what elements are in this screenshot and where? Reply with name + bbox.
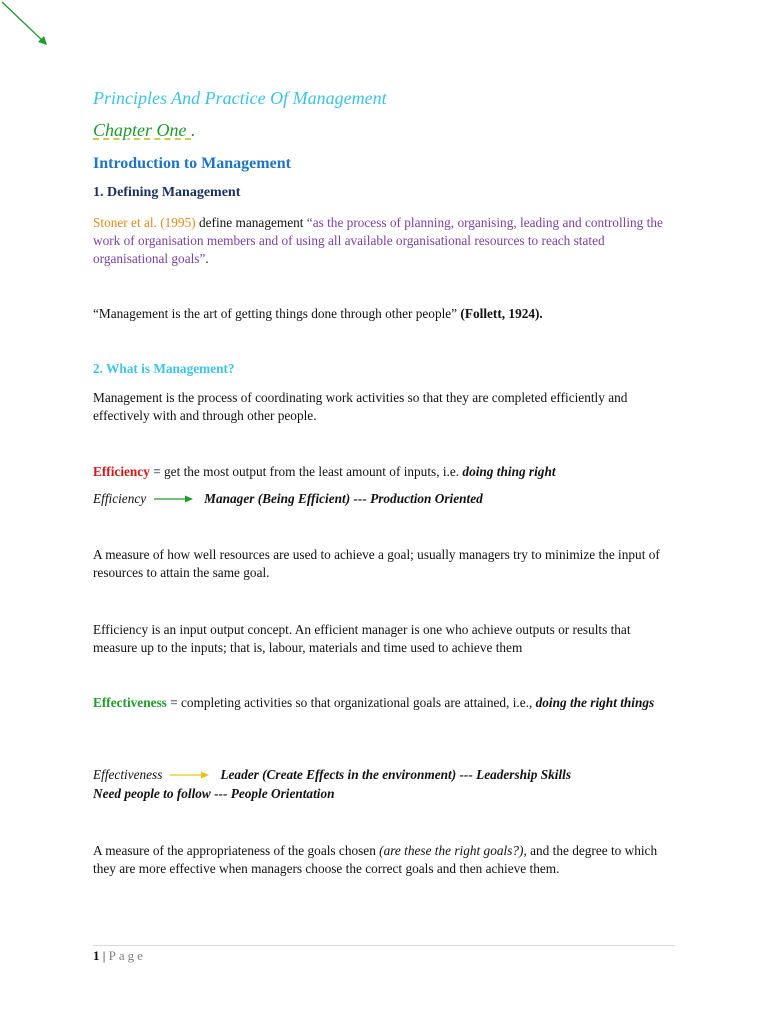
effectiveness-emphasis: doing the right things — [535, 695, 655, 710]
efficiency-arrow-line — [93, 491, 483, 507]
page-label: Page — [108, 948, 146, 963]
page-footer — [93, 948, 146, 964]
right-arrow-icon — [170, 770, 210, 780]
efficiency-arrow-result: Manager (Being Efficient) --- Production Oriented — [204, 491, 483, 506]
efficiency-definition-text: = get the most output from the least amount of inputs, i.e. — [149, 464, 463, 479]
follett-quote — [93, 305, 678, 323]
efficiency-arrow-label: Efficiency — [93, 491, 147, 506]
efficiency-measure: A measure of how well resources are used to achieve a goal; usually managers try to minimize the input of resources to attain the same goal. — [93, 547, 660, 580]
effectiveness-arrow-label: Effectiveness — [93, 767, 163, 782]
follett-quote-text: “Management is the art of getting things done through other people” — [93, 306, 461, 321]
footer-divider — [93, 945, 675, 946]
effectiveness-definition-text: = completing activities so that organizational goals are attained, i.e., — [166, 695, 536, 710]
stoner-text: define management — [195, 215, 307, 230]
efficiency-concept: Efficiency is an input output concept. An efficient manager is one who achieve outputs or results that measure up to the inputs; that is, labour, materials and time used to achieve them — [93, 622, 631, 655]
stoner-definition — [93, 214, 678, 268]
stoner-quote: “as the process of planning, organising, leading and controlling the work of organisation members and of using all available organisational resources to reach stated organisational goals” — [93, 215, 663, 266]
effectiveness-measure-end: , and the degree to which they are more effective when managers choose the correct goals and then achieve them. — [93, 843, 658, 876]
intro-heading: Introduction to Management — [93, 155, 291, 172]
effectiveness-measure-start: A measure of the appropriateness of the goals chosen — [93, 843, 380, 858]
stoner-end: . — [205, 251, 209, 266]
effectiveness-measure-italic: (are these the right goals?) — [379, 843, 524, 858]
efficiency-emphasis: doing thing right — [462, 464, 556, 479]
chapter-dot: . — [191, 120, 196, 140]
effectiveness-definition — [93, 694, 678, 712]
chapter-title: Chapter One — [93, 120, 191, 140]
document-title: Principles And Practice Of Management — [93, 88, 387, 108]
management-definition: Management is the process of coordinating work activities so that they are completed efficiently and effectively with and through other people. — [93, 390, 628, 423]
efficiency-definition — [93, 463, 678, 481]
right-arrow-icon — [154, 494, 194, 504]
efficiency-term: Efficiency — [93, 464, 150, 479]
chapter-heading — [93, 120, 678, 141]
effectiveness-term: Effectiveness — [93, 695, 167, 710]
page-separator: | — [99, 948, 109, 963]
section-heading-what-is: 2. What is Management? — [93, 361, 235, 376]
effectiveness-measure — [93, 842, 678, 878]
stoner-citation: Stoner et al. (1995) — [93, 215, 196, 230]
section-heading-defining: 1. Defining Management — [93, 185, 241, 200]
effectiveness-arrow-result: Leader (Create Effects in the environment) --- Leadership Skills — [220, 767, 572, 782]
follett-citation: (Follett, 1924). — [460, 306, 543, 321]
corner-arrow-icon — [0, 0, 52, 50]
page-number: 1 — [93, 948, 100, 963]
people-orientation-line: Need people to follow --- People Orientation — [93, 786, 335, 801]
effectiveness-arrow-line — [93, 767, 571, 783]
